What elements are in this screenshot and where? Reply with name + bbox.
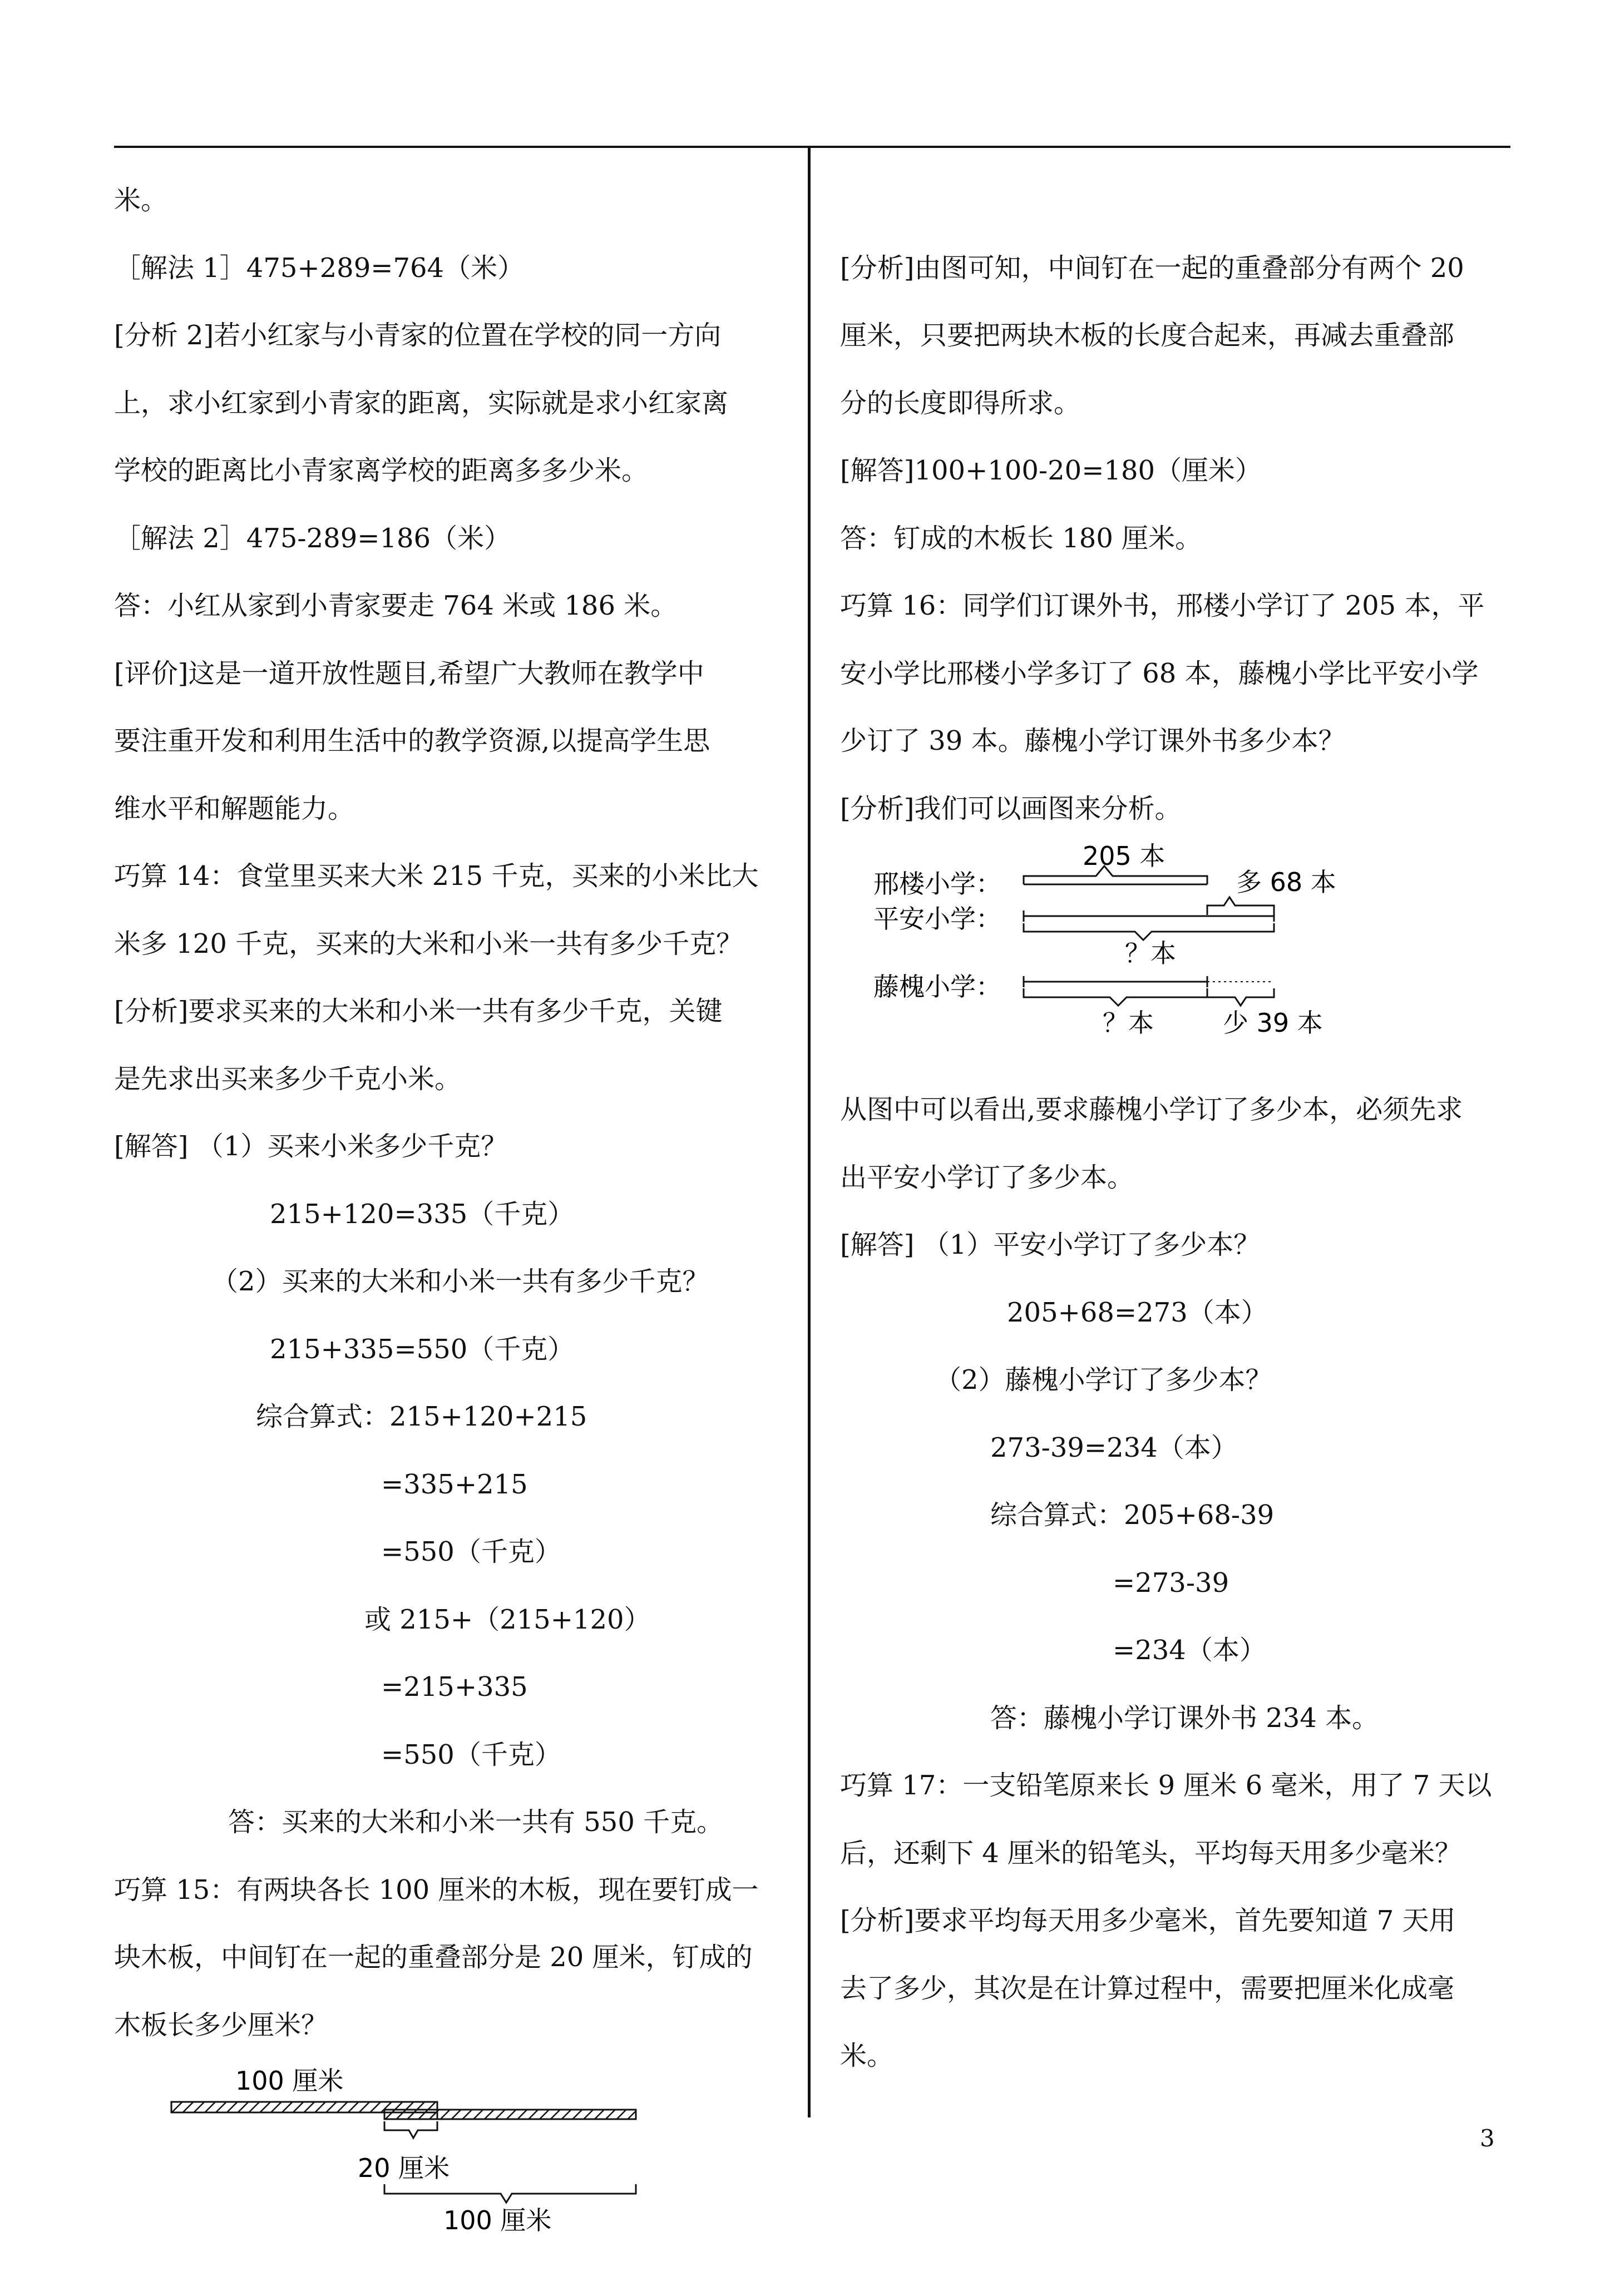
label-205: 205 本 [1083,843,1165,871]
brace-pingan [1024,923,1274,940]
text-line: [分析 2]若小红家与小青家的位置在学校的同一方向 [114,320,722,351]
text-line: [解答]100+100-20=180（厘米） [840,455,1262,486]
text-line: 巧算 14：食堂里买来大米 215 千克，买来的小米比大 [114,860,759,892]
text-line: [分析]要求买来的大米和小米一共有多少千克，关键 [114,996,723,1027]
text-line: 综合算式：205+68-39 [990,1500,1275,1531]
header-rule [114,146,1510,148]
text-line: 米。 [840,2040,894,2071]
text-line: =234（本） [1113,1635,1266,1666]
text-line: [解答] （1）平安小学订了多少本？ [840,1229,1261,1260]
text-line: 厘米，只要把两块木板的长度合起来，再减去重叠部 [840,320,1455,351]
left-column [114,167,790,2270]
label-more-68: 多 68 本 [1236,867,1336,897]
text-line: 木板长多少厘米？ [114,2009,328,2041]
text-line: 上，求小红家到小青家的距离，实际就是求小红家离 [114,387,729,419]
text-line: 从图中可以看出,要求藤槐小学订了多少本，必须先求 [840,1094,1463,1125]
brace-less [1207,988,1274,1006]
text-line: 去了多少，其次是在计算过程中，需要把厘米化成毫 [840,1972,1455,2004]
label-q1: ？本 [1125,938,1176,968]
text-line: [分析]我们可以画图来分析。 [840,793,1182,824]
text-line: 205+68=273（本） [1007,1297,1268,1328]
right-text-lines-2 [840,1076,1516,2090]
label-less-39: 少 39 本 [1223,1008,1323,1038]
text-line: 答：钉成的木板长 180 厘米。 [840,522,1202,554]
text-line: [分析]要求平均每天用多少毫米，首先要知道 7 天用 [840,1905,1456,1936]
text-line: ［解法 2］475-289=186（米） [114,522,511,554]
label-bottom-100: 100 厘米 [443,2205,552,2235]
boards-diagram [114,2059,790,2270]
label-q2: ？本 [1103,1008,1154,1038]
board-2 [437,2110,636,2119]
text-line: =273-39 [1113,1567,1229,1599]
column-divider [808,146,811,2117]
text-line: 巧算 17：一支铅笔原来长 9 厘米 6 毫米，用了 7 天以 [840,1770,1492,1801]
text-line: [解答] （1）买来小米多少千克？ [114,1131,508,1162]
text-line: 是先求出买来多少千克小米。 [114,1063,462,1095]
brace-tenghuai [1024,988,1207,1006]
text-line: =550（千克） [381,1536,561,1567]
board-overlap [384,2110,437,2119]
text-line: ［解法 1］475+289=764（米） [114,252,525,284]
label-xinglou: 邢楼小学： [873,869,1001,899]
text-line: 要注重开发和利用生活中的教学资源,以提高学生思 [114,725,710,756]
text-line: =550（千克） [381,1739,561,1770]
page-number: 3 [1480,2125,1495,2152]
label-tenghuai: 藤槐小学： [873,972,1001,1002]
text-line: 少订了 39 本。藤槐小学订课外书多少本？ [840,725,1345,756]
text-line: [分析]由图可知，中间钉在一起的重叠部分有两个 20 [840,252,1464,284]
text-line: 273-39=234（本） [990,1432,1238,1463]
text-line: 米多 120 千克，买来的大米和小米一共有多少千克？ [114,928,743,959]
text-line: 巧算 15：有两块各长 100 厘米的木板，现在要钉成一 [114,1874,759,1906]
text-line: 巧算 16：同学们订课外书，邢楼小学订了 205 本，平 [840,590,1485,621]
text-line: （2）藤槐小学订了多少本？ [935,1364,1272,1396]
boards-figure [114,2059,790,2270]
text-line: 学校的距离比小青家离学校的距离多多少米。 [114,455,649,486]
left-text-lines [114,167,790,2059]
text-line: （2）买来的大米和小米一共有多少千克？ [211,1266,709,1297]
text-line: 安小学比邢楼小学多订了 68 本，藤槐小学比平安小学 [840,657,1479,689]
text-line: 答：小红从家到小青家要走 764 米或 186 米。 [114,590,678,621]
text-line: [评价]这是一道开放性题目,希望广大教师在教学中 [114,657,704,689]
text-line: =335+215 [381,1468,528,1500]
text-line: 块木板，中间钉在一起的重叠部分是 20 厘米，钉成的 [114,1942,753,1973]
text-line: 215+120=335（千克） [270,1198,575,1230]
label-top-100: 100 厘米 [235,2066,344,2096]
books-diagram [840,843,1516,1076]
books-figure [840,843,1516,1076]
text-line: 出平安小学订了多少本。 [840,1161,1134,1193]
brace-68 [1207,897,1274,915]
text-line: 综合算式：215+120+215 [256,1401,587,1432]
text-line: =215+335 [381,1671,528,1703]
right-text-lines [840,235,1516,843]
text-line: 后，还剩下 4 厘米的铅笔头，平均每天用多少毫米？ [840,1837,1462,1869]
label-overlap-20: 20 厘米 [358,2153,450,2183]
brace-overlap [384,2121,437,2138]
brace-bottom [384,2184,636,2203]
text-line: 维水平和解题能力。 [114,793,355,824]
right-column [840,167,1516,2090]
text-line: 米。 [114,185,168,216]
text-line: 答：藤槐小学订课外书 234 本。 [990,1702,1379,1734]
text-line: 或 215+（215+120） [364,1604,651,1635]
label-pingan: 平安小学： [873,904,1001,934]
text-line: 答：买来的大米和小米一共有 550 千克。 [228,1807,724,1838]
text-line: 分的长度即得所求。 [840,387,1081,419]
text-line: 215+335=550（千克） [270,1333,575,1365]
